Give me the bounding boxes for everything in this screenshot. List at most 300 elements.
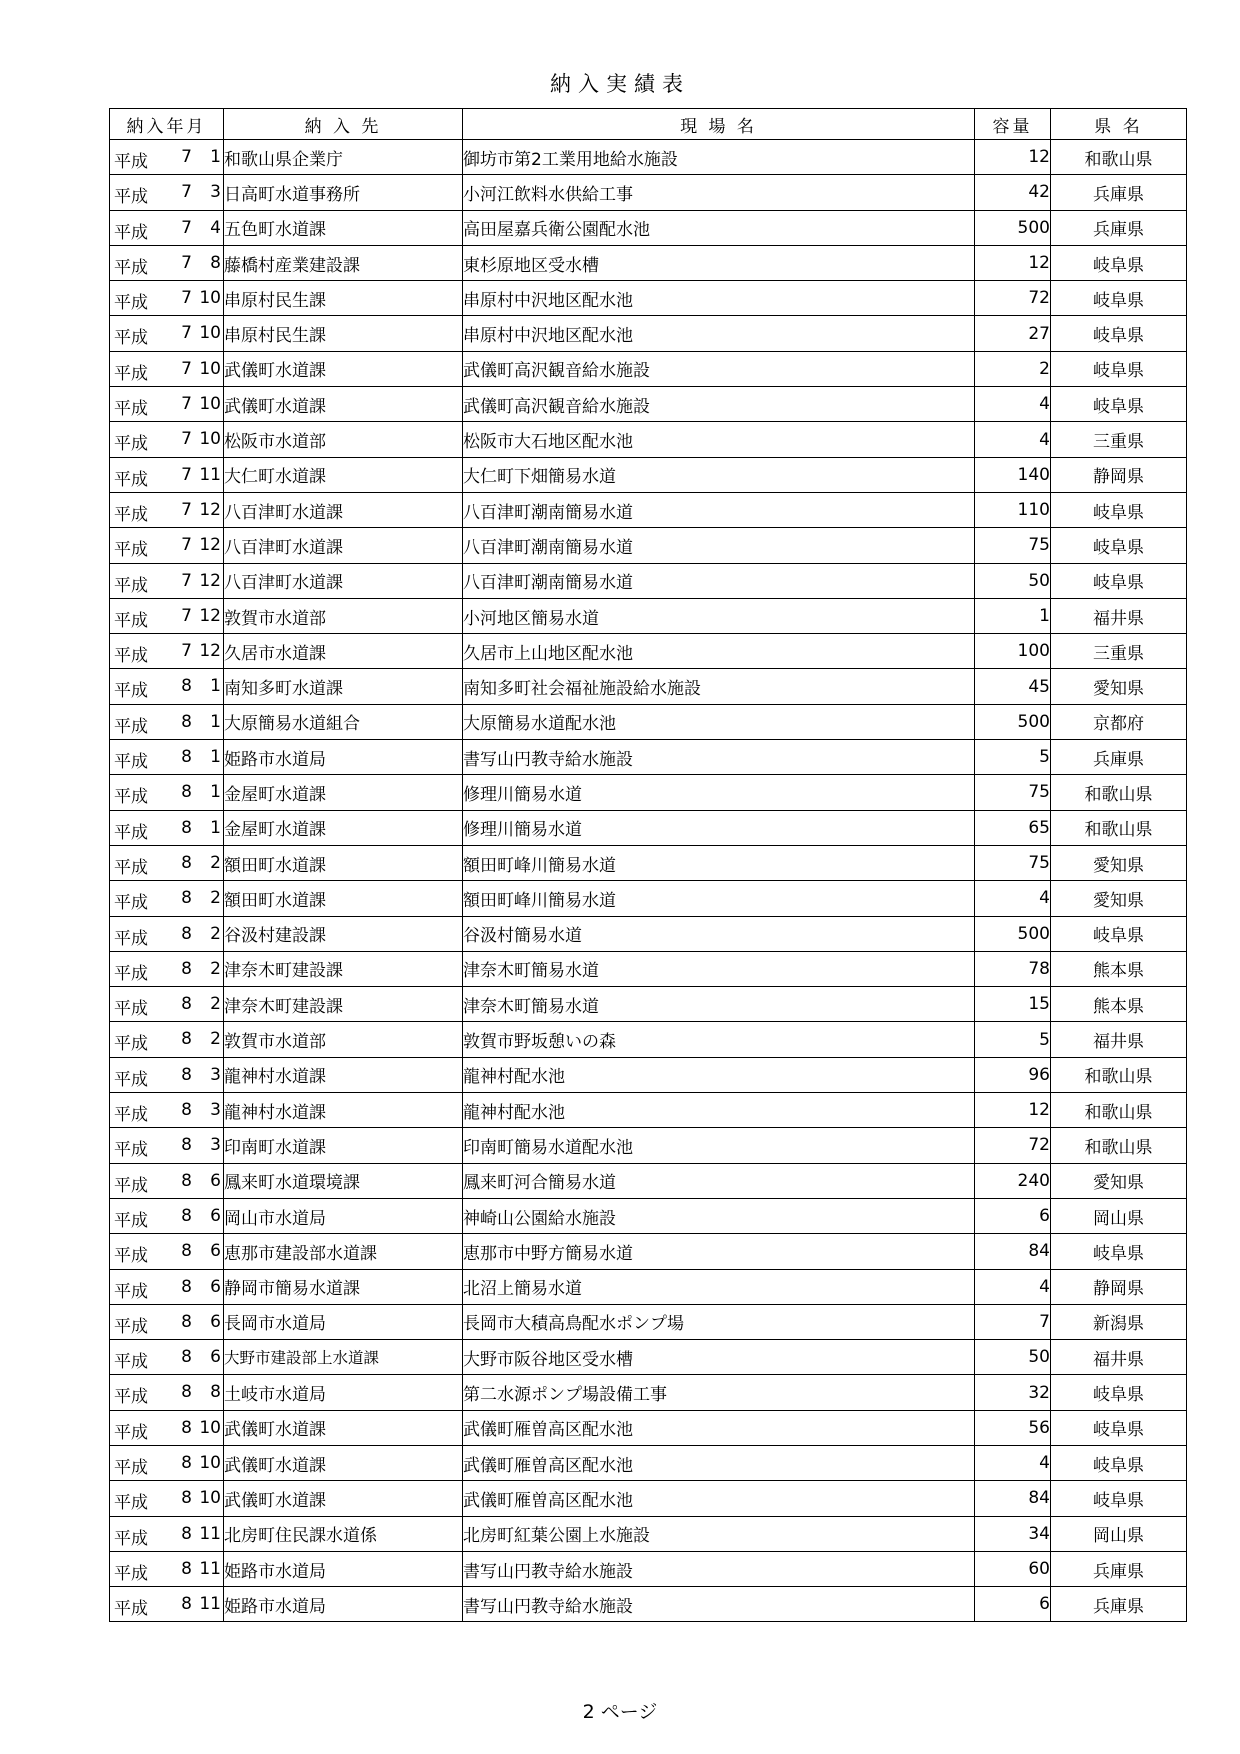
- capacity-cell: 12: [975, 1093, 1051, 1128]
- site-cell: 津奈木町簡易水道: [463, 951, 975, 986]
- site-cell: 神崎山公園給水施設: [463, 1198, 975, 1233]
- site-cell: 谷汲村簡易水道: [463, 916, 975, 951]
- month: 2: [210, 923, 221, 944]
- month: 10: [199, 323, 221, 344]
- client-cell: 敦賀市水道部: [224, 1022, 463, 1057]
- delivery-date-cell: [110, 1269, 224, 1304]
- site-cell: 松阪市大石地区配水池: [463, 422, 975, 457]
- table-row: [110, 1163, 1187, 1198]
- site-cell: 武儀町雁曽高区配水池: [463, 1445, 975, 1480]
- era: 平成: [114, 1281, 148, 1302]
- month: 1: [210, 817, 221, 838]
- era: 平成: [114, 1034, 148, 1055]
- era: 平成: [114, 187, 148, 208]
- month: 12: [199, 535, 221, 556]
- year: 7: [181, 464, 192, 485]
- capacity-cell: 65: [975, 810, 1051, 845]
- era: 平成: [114, 822, 148, 843]
- year: 7: [181, 499, 192, 520]
- month: 6: [210, 1347, 221, 1368]
- capacity-cell: 4: [975, 881, 1051, 916]
- month: 1: [210, 147, 221, 167]
- capacity-cell: 4: [975, 1445, 1051, 1480]
- prefecture-cell: 岐阜県: [1051, 281, 1187, 316]
- era: 平成: [114, 716, 148, 737]
- table-row: [110, 669, 1187, 704]
- year: 8: [181, 994, 192, 1015]
- era: 平成: [114, 1387, 148, 1408]
- site-cell: 大原簡易水道配水池: [463, 704, 975, 739]
- prefecture-cell: 和歌山県: [1051, 1128, 1187, 1163]
- year: 8: [181, 1558, 192, 1579]
- client-cell: 武儀町水道課: [224, 387, 463, 422]
- client-cell: 八百津町水道課: [224, 563, 463, 598]
- site-cell: 龍神村配水池: [463, 1057, 975, 1092]
- header-site: 現 場 名: [463, 109, 975, 140]
- month: 11: [199, 464, 221, 485]
- delivery-date-cell: [110, 881, 224, 916]
- table-header-row: [110, 109, 1187, 140]
- site-cell: 武儀町雁曽高区配水池: [463, 1481, 975, 1516]
- site-cell: 印南町簡易水道配水池: [463, 1128, 975, 1163]
- site-cell: 修理川簡易水道: [463, 775, 975, 810]
- year: 8: [181, 1594, 192, 1615]
- era: 平成: [114, 1352, 148, 1373]
- year: 7: [181, 147, 192, 167]
- prefecture-cell: 兵庫県: [1051, 210, 1187, 245]
- month: 10: [199, 288, 221, 309]
- site-cell: 小河江飲料水供給工事: [463, 175, 975, 210]
- era: 平成: [114, 328, 148, 349]
- year: 8: [181, 1347, 192, 1368]
- prefecture-cell: 和歌山県: [1051, 1057, 1187, 1092]
- delivery-date-cell: [110, 1516, 224, 1551]
- delivery-date-cell: [110, 1057, 224, 1092]
- table-row: [110, 1093, 1187, 1128]
- month: 8: [210, 252, 221, 273]
- year: 7: [181, 394, 192, 415]
- capacity-cell: 75: [975, 845, 1051, 880]
- delivery-date-cell: [110, 951, 224, 986]
- delivery-date-cell: [110, 387, 224, 422]
- prefecture-cell: 愛知県: [1051, 1163, 1187, 1198]
- capacity-cell: 6: [975, 1587, 1051, 1622]
- capacity-cell: 72: [975, 1128, 1051, 1163]
- client-cell: 大野市建設部上水道課: [224, 1340, 463, 1375]
- table-row: [110, 916, 1187, 951]
- site-cell: 武儀町高沢観音給水施設: [463, 351, 975, 386]
- month: 2: [210, 994, 221, 1015]
- delivery-date-cell: [110, 1304, 224, 1339]
- capacity-cell: 140: [975, 457, 1051, 492]
- prefecture-cell: 三重県: [1051, 634, 1187, 669]
- table-row: [110, 175, 1187, 210]
- delivery-date-cell: [110, 845, 224, 880]
- client-cell: 額田町水道課: [224, 881, 463, 916]
- client-cell: 津奈木町建設課: [224, 987, 463, 1022]
- site-cell: 額田町峰川簡易水道: [463, 845, 975, 880]
- year: 8: [181, 747, 192, 768]
- table-row: [110, 1516, 1187, 1551]
- year: 8: [181, 1276, 192, 1297]
- site-cell: 修理川簡易水道: [463, 810, 975, 845]
- year: 8: [181, 1100, 192, 1121]
- prefecture-cell: 岐阜県: [1051, 387, 1187, 422]
- era: 平成: [114, 469, 148, 490]
- table-row: [110, 1128, 1187, 1163]
- prefecture-cell: 熊本県: [1051, 951, 1187, 986]
- year: 7: [181, 535, 192, 556]
- month: 2: [210, 1029, 221, 1050]
- prefecture-cell: 岐阜県: [1051, 1375, 1187, 1410]
- prefecture-cell: 愛知県: [1051, 669, 1187, 704]
- client-cell: 姫路市水道局: [224, 1587, 463, 1622]
- site-cell: 八百津町潮南簡易水道: [463, 563, 975, 598]
- client-cell: 串原村民生課: [224, 316, 463, 351]
- site-cell: 八百津町潮南簡易水道: [463, 492, 975, 527]
- client-cell: 松阪市水道部: [224, 422, 463, 457]
- era: 平成: [114, 752, 148, 773]
- delivery-date-cell: [110, 563, 224, 598]
- capacity-cell: 60: [975, 1551, 1051, 1586]
- site-cell: 龍神村配水池: [463, 1093, 975, 1128]
- site-cell: 敦賀市野坂憩いの森: [463, 1022, 975, 1057]
- delivery-date-cell: [110, 1128, 224, 1163]
- header-client: 納 入 先: [224, 109, 463, 140]
- delivery-date-cell: [110, 1234, 224, 1269]
- capacity-cell: 110: [975, 492, 1051, 527]
- client-cell: 武儀町水道課: [224, 1410, 463, 1445]
- table-row: [110, 1375, 1187, 1410]
- year: 8: [181, 782, 192, 803]
- table-row: [110, 351, 1187, 386]
- client-cell: 額田町水道課: [224, 845, 463, 880]
- year: 8: [181, 1205, 192, 1226]
- month: 1: [210, 711, 221, 732]
- year: 8: [181, 888, 192, 909]
- prefecture-cell: 岐阜県: [1051, 1481, 1187, 1516]
- client-cell: 北房町住民課水道係: [224, 1516, 463, 1551]
- prefecture-cell: 岐阜県: [1051, 563, 1187, 598]
- delivery-date-cell: [110, 1445, 224, 1480]
- table-row: [110, 598, 1187, 633]
- year: 7: [181, 641, 192, 662]
- delivery-date-cell: [110, 669, 224, 704]
- era: 平成: [114, 257, 148, 278]
- delivery-date-cell: [110, 1163, 224, 1198]
- prefecture-cell: 兵庫県: [1051, 1587, 1187, 1622]
- month: 2: [210, 888, 221, 909]
- prefecture-cell: 和歌山県: [1051, 810, 1187, 845]
- era: 平成: [114, 1175, 148, 1196]
- capacity-cell: 5: [975, 740, 1051, 775]
- capacity-cell: 50: [975, 563, 1051, 598]
- month: 6: [210, 1205, 221, 1226]
- month: 3: [210, 1100, 221, 1121]
- capacity-cell: 7: [975, 1304, 1051, 1339]
- table-row: [110, 1445, 1187, 1480]
- delivery-date-cell: [110, 1375, 224, 1410]
- month: 12: [199, 499, 221, 520]
- client-cell: 津奈木町建設課: [224, 951, 463, 986]
- site-cell: 久居市上山地区配水池: [463, 634, 975, 669]
- client-cell: 南知多町水道課: [224, 669, 463, 704]
- era: 平成: [114, 963, 148, 984]
- year: 8: [181, 1029, 192, 1050]
- era: 平成: [114, 1599, 148, 1620]
- year: 8: [181, 1488, 192, 1509]
- table-row: [110, 563, 1187, 598]
- capacity-cell: 100: [975, 634, 1051, 669]
- year: 8: [181, 711, 192, 732]
- month: 3: [210, 182, 221, 203]
- month: 4: [210, 217, 221, 238]
- site-cell: 書写山円教寺給水施設: [463, 1551, 975, 1586]
- year: 8: [181, 923, 192, 944]
- prefecture-cell: 新潟県: [1051, 1304, 1187, 1339]
- month: 3: [210, 1135, 221, 1156]
- table-row: [110, 1022, 1187, 1057]
- capacity-cell: 84: [975, 1481, 1051, 1516]
- client-cell: 姫路市水道局: [224, 740, 463, 775]
- prefecture-cell: 和歌山県: [1051, 1093, 1187, 1128]
- era: 平成: [114, 1210, 148, 1231]
- capacity-cell: 84: [975, 1234, 1051, 1269]
- month: 12: [199, 605, 221, 626]
- client-cell: 武儀町水道課: [224, 351, 463, 386]
- era: 平成: [114, 540, 148, 561]
- table-row: [110, 1198, 1187, 1233]
- table-row: [110, 810, 1187, 845]
- table-row: [110, 1234, 1187, 1269]
- site-cell: 武儀町高沢観音給水施設: [463, 387, 975, 422]
- client-cell: 日高町水道事務所: [224, 175, 463, 210]
- year: 8: [181, 1241, 192, 1262]
- client-cell: 長岡市水道局: [224, 1304, 463, 1339]
- table-row: [110, 387, 1187, 422]
- month: 1: [210, 782, 221, 803]
- era: 平成: [114, 999, 148, 1020]
- page-title: 納入実績表: [550, 72, 690, 96]
- month: 11: [199, 1523, 221, 1544]
- table-row: [110, 316, 1187, 351]
- prefecture-cell: 兵庫県: [1051, 1551, 1187, 1586]
- client-cell: 敦賀市水道部: [224, 598, 463, 633]
- table-row: [110, 775, 1187, 810]
- site-cell: 串原村中沢地区配水池: [463, 281, 975, 316]
- capacity-cell: 12: [975, 140, 1051, 175]
- era: 平成: [114, 1563, 148, 1584]
- month: 12: [199, 641, 221, 662]
- site-cell: 額田町峰川簡易水道: [463, 881, 975, 916]
- capacity-cell: 15: [975, 987, 1051, 1022]
- capacity-cell: 72: [975, 281, 1051, 316]
- prefecture-cell: 岡山県: [1051, 1516, 1187, 1551]
- era: 平成: [114, 857, 148, 878]
- client-cell: 鳳来町水道環境課: [224, 1163, 463, 1198]
- prefecture-cell: 岐阜県: [1051, 351, 1187, 386]
- era: 平成: [114, 1528, 148, 1549]
- era: 平成: [114, 893, 148, 914]
- page-number: 2 ページ: [582, 1701, 658, 1723]
- delivery-date-cell: [110, 704, 224, 739]
- table-row: [110, 951, 1187, 986]
- month: 10: [199, 1417, 221, 1438]
- client-cell: 金屋町水道課: [224, 810, 463, 845]
- table-row: [110, 1410, 1187, 1445]
- delivery-date-cell: [110, 1551, 224, 1586]
- era: 平成: [114, 1069, 148, 1090]
- prefecture-cell: 福井県: [1051, 598, 1187, 633]
- table-row: [110, 1340, 1187, 1375]
- table-row: [110, 987, 1187, 1022]
- delivery-date-cell: [110, 916, 224, 951]
- capacity-cell: 5: [975, 1022, 1051, 1057]
- prefecture-cell: 岐阜県: [1051, 1234, 1187, 1269]
- delivery-date-cell: [110, 210, 224, 245]
- table-row: [110, 210, 1187, 245]
- month: 6: [210, 1276, 221, 1297]
- site-cell: 串原村中沢地区配水池: [463, 316, 975, 351]
- delivery-date-cell: [110, 740, 224, 775]
- client-cell: 大原簡易水道組合: [224, 704, 463, 739]
- prefecture-cell: 愛知県: [1051, 881, 1187, 916]
- month: 6: [210, 1241, 221, 1262]
- month: 8: [210, 1382, 221, 1403]
- delivery-date-cell: [110, 775, 224, 810]
- capacity-cell: 27: [975, 316, 1051, 351]
- table-row: [110, 140, 1187, 175]
- client-cell: 武儀町水道課: [224, 1481, 463, 1516]
- header-prefecture: 県 名: [1051, 109, 1187, 140]
- capacity-cell: 32: [975, 1375, 1051, 1410]
- capacity-cell: 75: [975, 528, 1051, 563]
- client-cell: 大仁町水道課: [224, 457, 463, 492]
- header-capacity: 容量: [975, 109, 1051, 140]
- prefecture-cell: 兵庫県: [1051, 175, 1187, 210]
- delivery-date-cell: [110, 528, 224, 563]
- delivery-date-cell: [110, 245, 224, 280]
- prefecture-cell: 熊本県: [1051, 987, 1187, 1022]
- prefecture-cell: 京都府: [1051, 704, 1187, 739]
- delivery-date-cell: [110, 492, 224, 527]
- client-cell: 龍神村水道課: [224, 1093, 463, 1128]
- table-row: [110, 704, 1187, 739]
- site-cell: 大野市阪谷地区受水槽: [463, 1340, 975, 1375]
- site-cell: 東杉原地区受水槽: [463, 245, 975, 280]
- site-cell: 小河地区簡易水道: [463, 598, 975, 633]
- client-cell: 和歌山県企業庁: [224, 140, 463, 175]
- prefecture-cell: 岐阜県: [1051, 1445, 1187, 1480]
- header-date: 納入年月: [110, 109, 224, 140]
- year: 8: [181, 1064, 192, 1085]
- capacity-cell: 500: [975, 210, 1051, 245]
- capacity-cell: 75: [975, 775, 1051, 810]
- month: 6: [210, 1170, 221, 1191]
- capacity-cell: 56: [975, 1410, 1051, 1445]
- month: 10: [199, 394, 221, 415]
- capacity-cell: 50: [975, 1340, 1051, 1375]
- client-cell: 五色町水道課: [224, 210, 463, 245]
- client-cell: 姫路市水道局: [224, 1551, 463, 1586]
- era: 平成: [114, 681, 148, 702]
- year: 7: [181, 252, 192, 273]
- site-cell: 長岡市大積高鳥配水ポンプ場: [463, 1304, 975, 1339]
- year: 8: [181, 676, 192, 697]
- month: 10: [199, 429, 221, 450]
- delivery-date-cell: [110, 1093, 224, 1128]
- era: 平成: [114, 363, 148, 384]
- table-row: [110, 1481, 1187, 1516]
- era: 平成: [114, 293, 148, 314]
- prefecture-cell: 岐阜県: [1051, 1410, 1187, 1445]
- delivery-date-cell: [110, 1198, 224, 1233]
- capacity-cell: 500: [975, 704, 1051, 739]
- year: 8: [181, 852, 192, 873]
- year: 8: [181, 1135, 192, 1156]
- era: 平成: [114, 152, 148, 172]
- year: 8: [181, 1417, 192, 1438]
- month: 12: [199, 570, 221, 591]
- table-row: [110, 457, 1187, 492]
- client-cell: 静岡市簡易水道課: [224, 1269, 463, 1304]
- year: 7: [181, 429, 192, 450]
- month: 3: [210, 1064, 221, 1085]
- delivery-date-cell: [110, 175, 224, 210]
- table-row: [110, 1269, 1187, 1304]
- site-cell: 北房町紅葉公園上水施設: [463, 1516, 975, 1551]
- table-row: [110, 281, 1187, 316]
- table-row: [110, 1057, 1187, 1092]
- site-cell: 第二水源ポンプ場設備工事: [463, 1375, 975, 1410]
- table-row: [110, 1304, 1187, 1339]
- era: 平成: [114, 1140, 148, 1161]
- month: 6: [210, 1311, 221, 1332]
- client-cell: 龍神村水道課: [224, 1057, 463, 1092]
- month: 10: [199, 1488, 221, 1509]
- era: 平成: [114, 928, 148, 949]
- month: 11: [199, 1594, 221, 1615]
- prefecture-cell: 福井県: [1051, 1022, 1187, 1057]
- month: 2: [210, 852, 221, 873]
- client-cell: 恵那市建設部水道課: [224, 1234, 463, 1269]
- prefecture-cell: 岐阜県: [1051, 916, 1187, 951]
- capacity-cell: 4: [975, 387, 1051, 422]
- client-cell: 岡山市水道局: [224, 1198, 463, 1233]
- year: 7: [181, 323, 192, 344]
- month: 1: [210, 747, 221, 768]
- site-cell: 鳳来町河合簡易水道: [463, 1163, 975, 1198]
- era: 平成: [114, 1457, 148, 1478]
- prefecture-cell: 福井県: [1051, 1340, 1187, 1375]
- capacity-cell: 96: [975, 1057, 1051, 1092]
- delivery-date-cell: [110, 422, 224, 457]
- prefecture-cell: 和歌山県: [1051, 140, 1187, 175]
- table-row: [110, 634, 1187, 669]
- site-cell: 津奈木町簡易水道: [463, 987, 975, 1022]
- capacity-cell: 34: [975, 1516, 1051, 1551]
- client-cell: 谷汲村建設課: [224, 916, 463, 951]
- capacity-cell: 6: [975, 1198, 1051, 1233]
- client-cell: 八百津町水道課: [224, 528, 463, 563]
- year: 8: [181, 1523, 192, 1544]
- delivery-date-cell: [110, 1481, 224, 1516]
- table-row: [110, 1587, 1187, 1622]
- era: 平成: [114, 222, 148, 243]
- era: 平成: [114, 1422, 148, 1443]
- capacity-cell: 240: [975, 1163, 1051, 1198]
- delivery-date-cell: [110, 351, 224, 386]
